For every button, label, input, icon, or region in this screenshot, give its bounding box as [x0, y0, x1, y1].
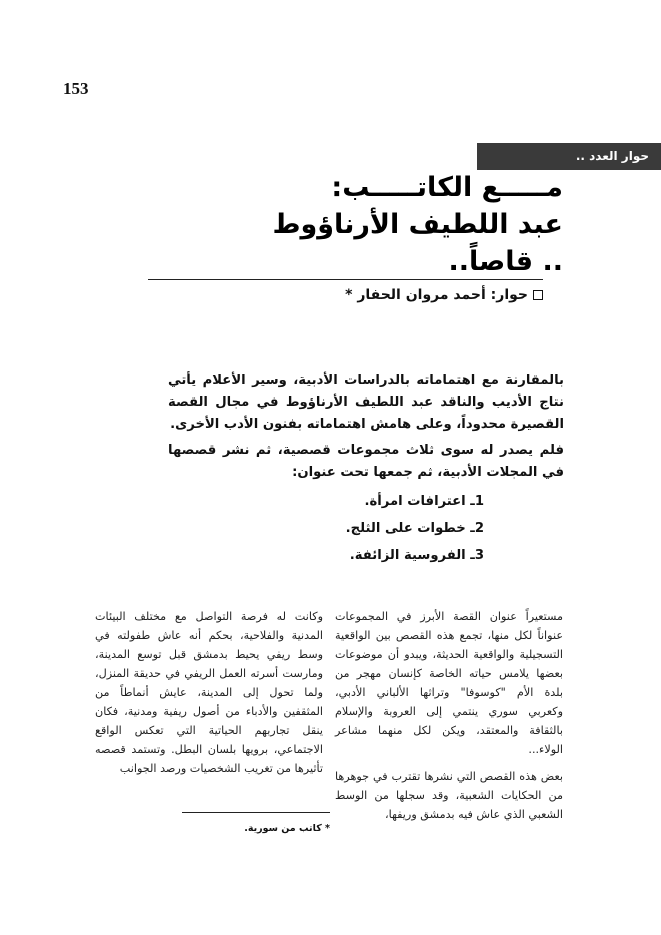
byline-text: حوار: أحمد مروان الحفار * [345, 287, 528, 303]
works-item-3: 3ـ الفروسية الزائفة. [349, 548, 484, 563]
title-line-2: عبد اللطيف الأرناؤوط [272, 209, 563, 240]
page-number: 153 [63, 79, 89, 98]
body-paragraph: وكانت له فرصة التواصل مع مختلف البيئات المدنية والفلاحية، بحكم أنه عاش طفولته في وسط ريفي يحيط بدمشق قبل توسع المدينة، ومارست أسرته العمل الريفي في حديقة المنزل، ولما تحول إلى المدينة، عايش أنماطاً من المثقفين والأدباء من أصول ريفية ومدنية، فكان ينقل تجاربهم الحياتية التي تعكس الواقع الاجتماعي، برويها بلسان البطل. وتستمد قصصه تأثيرها من تغريب الشخصيات ورصد الجوانب [95, 610, 323, 775]
square-bullet-icon [533, 290, 543, 300]
byline [243, 287, 543, 303]
section-tab: حوار العدد .. [477, 143, 661, 170]
title-divider [148, 279, 543, 280]
works-item-2: 2ـ خطوات على الثلج. [345, 521, 484, 536]
body-paragraph: بعض هذه القصص التي نشرها تقترب في جوهرها من الحكايات الشعبية، وقد سجلها من الوسط الشعبي الذي عاش فيه بدمشق وريفها، [335, 770, 563, 821]
body-column-right [335, 607, 563, 832]
intro-paragraph-2: فلم يصدر له سوى ثلاث مجموعات قصصية، ثم نشر قصصها في المجلات الأدبية، ثم جمعها تحت عنوان: [168, 443, 564, 480]
body-column-left [95, 607, 323, 786]
title-line-3: .. قاصاً.. [448, 246, 563, 277]
footnote-divider [182, 812, 330, 813]
intro-paragraph-1: بالمقارنة مع اهتماماته بالدراسات الأدبية، وسير الأعلام يأتي نتاج الأديب والناقد عبد اللطيف الأرناؤوط في مجال القصة القصيرة محدوداً، وعلى هامش اهتماماته بفنون الأدب الأخرى. [168, 373, 564, 432]
works-list [184, 488, 484, 569]
footnote: * كاتب من سورية. [244, 823, 330, 834]
article-title [203, 169, 563, 280]
body-paragraph: مستعيراً عنوان القصة الأبرز في المجموعات عنواناً لكل منها، تجمع هذه القصص بين الواقعية التسجيلية والواقعية الحديثة، ويبدو أن موضوعات بعضها يلامس حياته الخاصة كإنسان مهجر من بلدة الأم "كوسوفا" وتراثها الألباني الأدبي، وكعربي سوري ينتمي إلى العروبة والإسلام بالثقافة والمعتقد، ويكن لكل منهما مشاعر الولاء... [335, 610, 563, 756]
works-item-1: 1ـ اعترافات امرأة. [364, 494, 484, 509]
intro-block [168, 370, 564, 488]
title-line-1: مـــــع الكاتـــــب: [331, 172, 563, 203]
